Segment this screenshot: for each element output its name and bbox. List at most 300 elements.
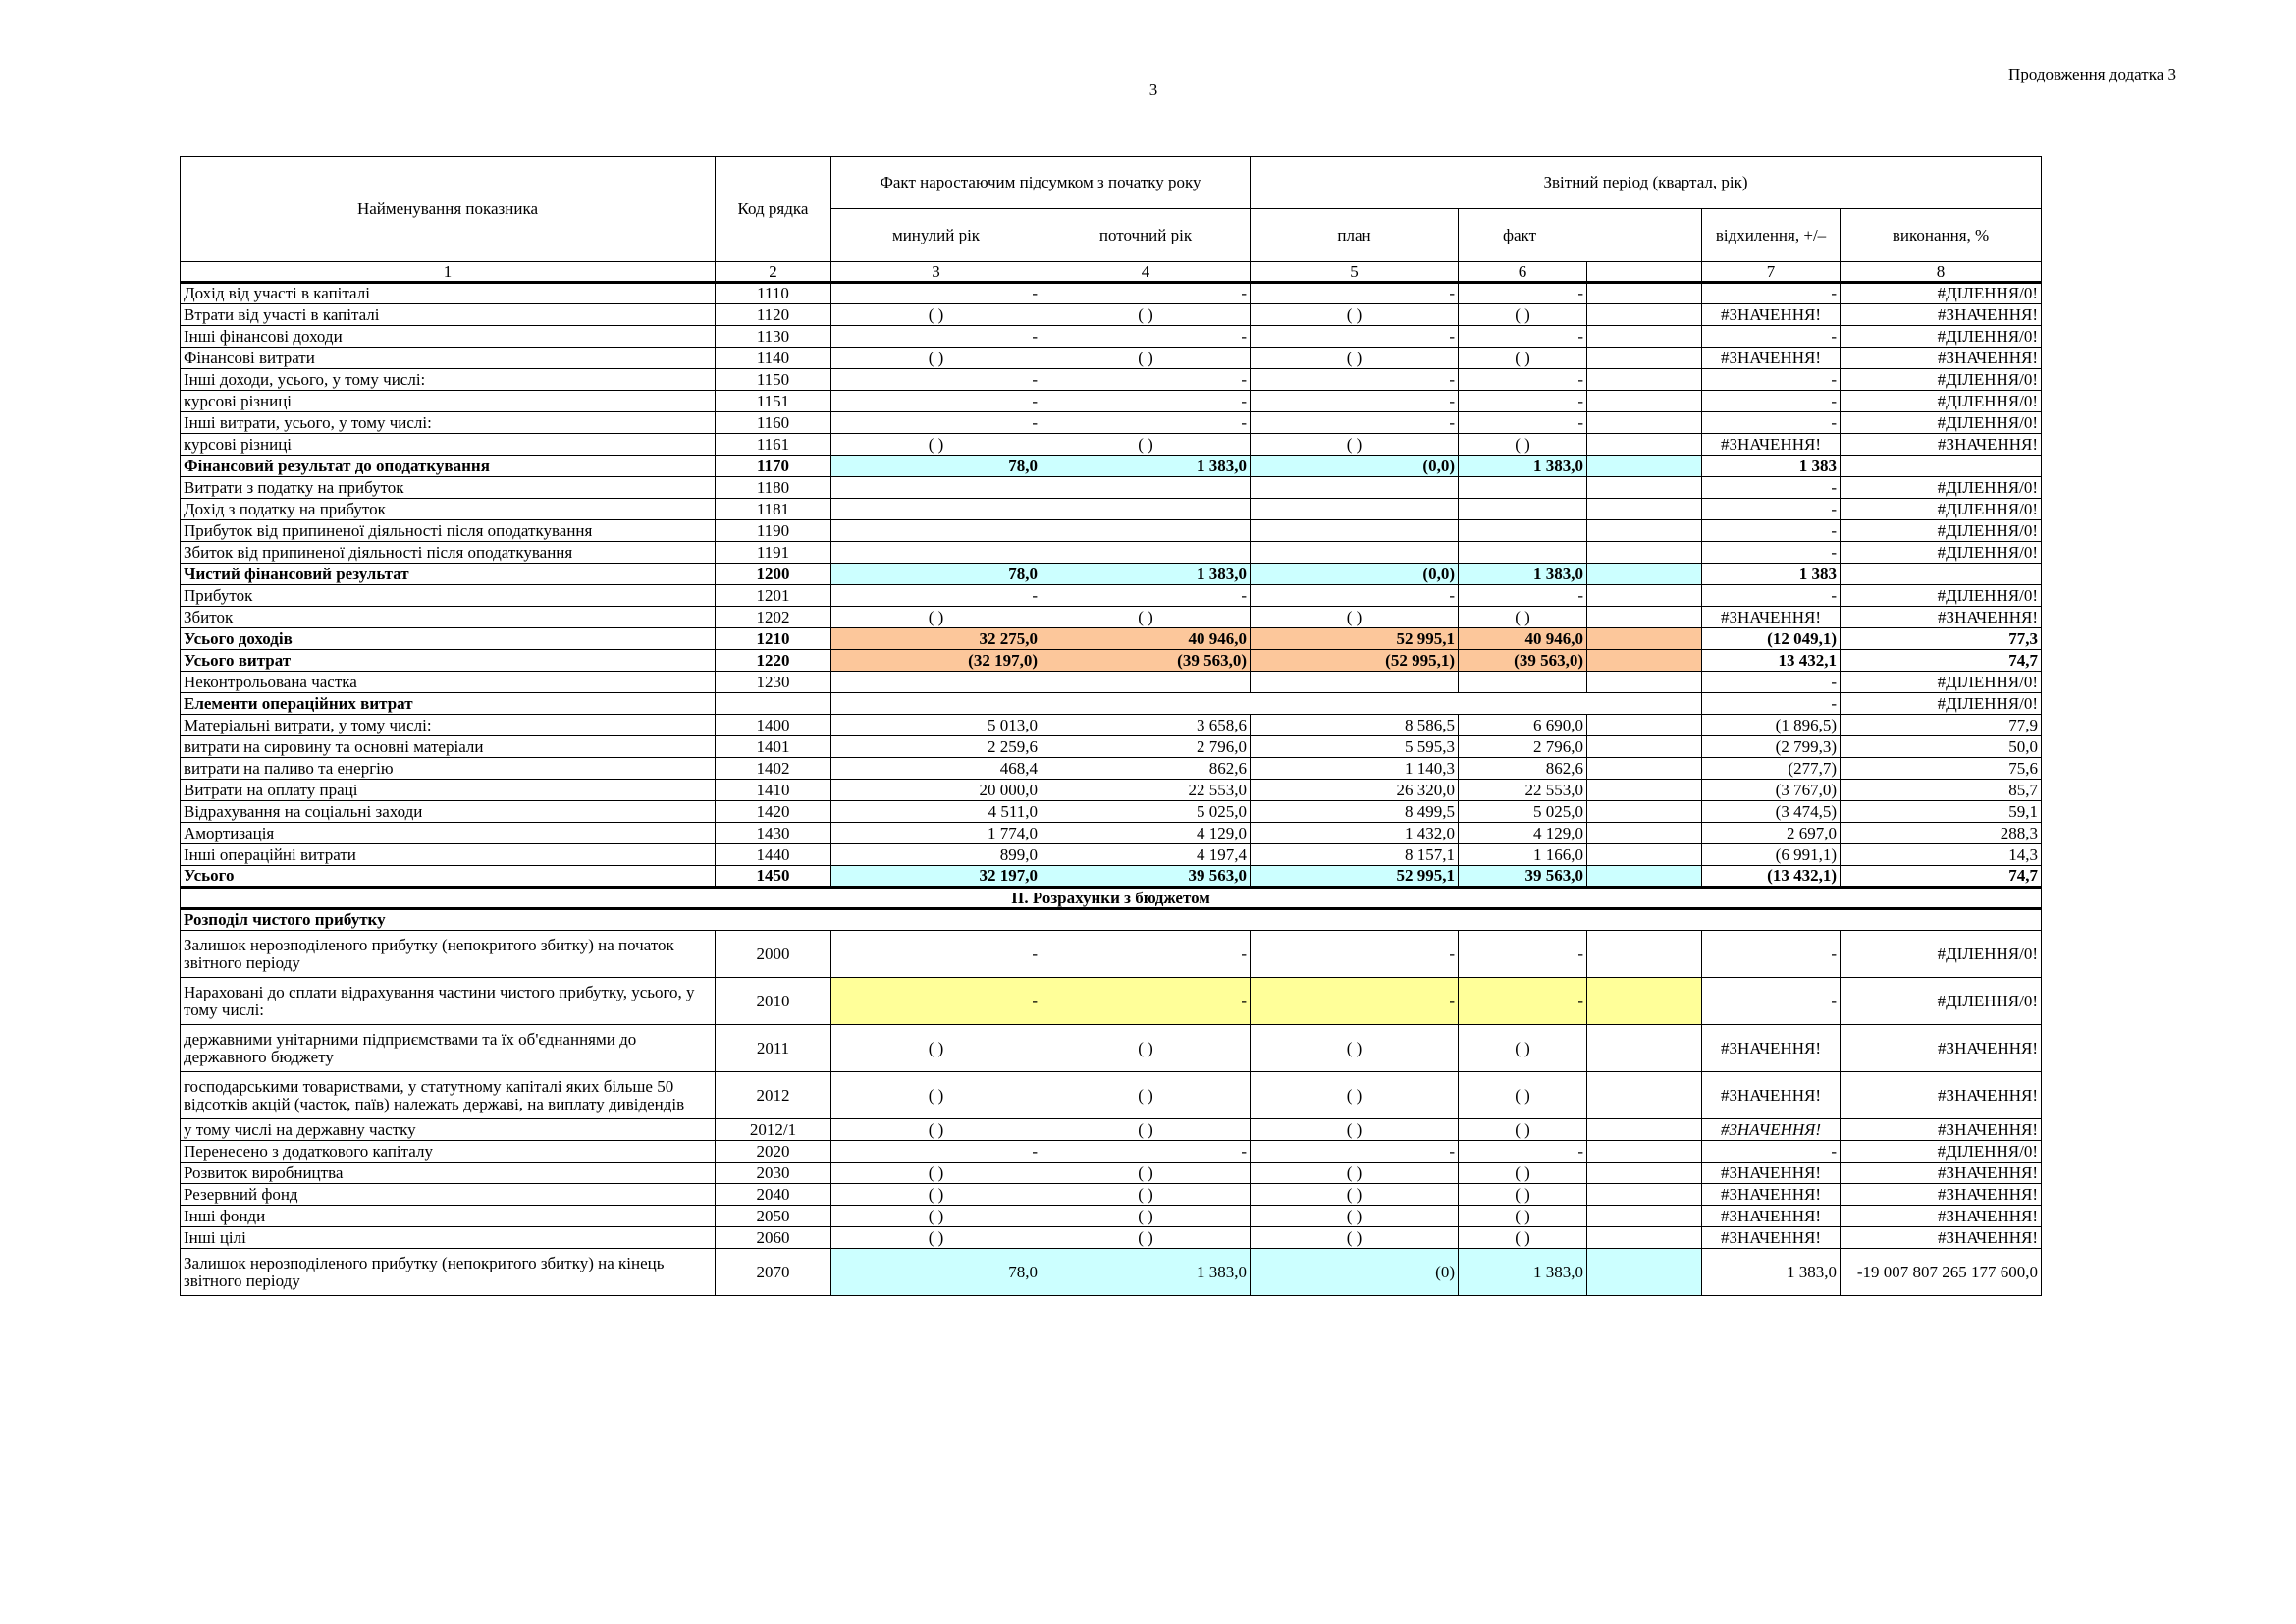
plan-value: ( )	[1251, 1206, 1459, 1227]
extra-value	[1587, 1141, 1702, 1163]
deviation-value: 2 697,0	[1702, 823, 1841, 844]
plan-value: ( )	[1251, 1163, 1459, 1184]
col-header-name: Найменування показника	[181, 157, 716, 262]
row-name: витрати на сировину та основні матеріали	[181, 736, 716, 758]
fact-value: -	[1459, 585, 1587, 607]
cur-year-value	[1041, 672, 1251, 693]
cur-year-value: 5 025,0	[1041, 801, 1251, 823]
deviation-value: (3 767,0)	[1702, 780, 1841, 801]
row-code: 2050	[716, 1206, 831, 1227]
execution-value: #ЗНАЧЕННЯ!	[1841, 434, 2042, 456]
fact-value: 1 166,0	[1459, 844, 1587, 866]
prev-year-value: 2 259,6	[831, 736, 1041, 758]
row-name: курсові різниці	[181, 391, 716, 412]
prev-year-value: 78,0	[831, 456, 1041, 477]
plan-value: ( )	[1251, 348, 1459, 369]
prev-year-value: ( )	[831, 434, 1041, 456]
prev-year-value: 5 013,0	[831, 715, 1041, 736]
fact-value	[1459, 499, 1587, 520]
col-header-group-fact: Факт наростаючим підсумком з початку року	[831, 157, 1251, 209]
cur-year-value	[1041, 520, 1251, 542]
plan-value: ( )	[1251, 1025, 1459, 1072]
row-code: 1440	[716, 844, 831, 866]
fact-value	[1459, 520, 1587, 542]
extra-value	[1587, 1072, 1702, 1119]
execution-value: #ДІЛЕННЯ/0!	[1841, 1141, 2042, 1163]
prev-year-value	[831, 477, 1041, 499]
cur-year-value: 1 383,0	[1041, 456, 1251, 477]
execution-value: #ЗНАЧЕННЯ!	[1841, 304, 2042, 326]
table-row	[181, 1025, 2042, 1072]
deviation-value: (3 474,5)	[1702, 801, 1841, 823]
execution-value: #ЗНАЧЕННЯ!	[1841, 1025, 2042, 1072]
row-name: Прибуток від припиненої діяльності після оподаткування	[181, 520, 716, 542]
row-code: 1191	[716, 542, 831, 564]
plan-value: -	[1251, 1141, 1459, 1163]
row-code: 2030	[716, 1163, 831, 1184]
table-row	[181, 1163, 2042, 1184]
execution-value: #ДІЛЕННЯ/0!	[1841, 391, 2042, 412]
execution-value: 74,7	[1841, 866, 2042, 888]
row-name: витрати на паливо та енергію	[181, 758, 716, 780]
extra-value	[1587, 866, 1702, 888]
row-code: 2070	[716, 1249, 831, 1296]
plan-value: ( )	[1251, 434, 1459, 456]
cur-year-value: 4 197,4	[1041, 844, 1251, 866]
row-name: у тому числі на державну частку	[181, 1119, 716, 1141]
table-row	[181, 585, 2042, 607]
extra-value	[1587, 304, 1702, 326]
plan-value: ( )	[1251, 1072, 1459, 1119]
table-row	[181, 520, 2042, 542]
plan-value: -	[1251, 283, 1459, 304]
appendix-note: Продовження додатка 3	[2008, 65, 2176, 83]
table-row	[181, 801, 2042, 823]
row-code: 1202	[716, 607, 831, 628]
plan-value	[1251, 672, 1459, 693]
prev-year-value: ( )	[831, 1227, 1041, 1249]
table-row	[181, 1072, 2042, 1119]
deviation-value: (6 991,1)	[1702, 844, 1841, 866]
row-name: Матеріальні витрати, у тому числі:	[181, 715, 716, 736]
extra-value	[1587, 477, 1702, 499]
col-num-6: 6	[1459, 262, 1587, 283]
fact-value: ( )	[1459, 1119, 1587, 1141]
fact-value: -	[1459, 978, 1587, 1025]
deviation-value: #ЗНАЧЕННЯ!	[1702, 1206, 1841, 1227]
fact-value: -	[1459, 1141, 1587, 1163]
table-row	[181, 1227, 2042, 1249]
cur-year-value: ( )	[1041, 434, 1251, 456]
row-name: Неконтрольована частка	[181, 672, 716, 693]
deviation-value: #ЗНАЧЕННЯ!	[1702, 1119, 1841, 1141]
cur-year-value: -	[1041, 1141, 1251, 1163]
cur-year-value: -	[1041, 412, 1251, 434]
deviation-value: -	[1702, 369, 1841, 391]
table-row	[181, 369, 2042, 391]
row-name: Втрати від участі в капіталі	[181, 304, 716, 326]
fact-value: ( )	[1459, 1072, 1587, 1119]
plan-value: ( )	[1251, 1227, 1459, 1249]
col-header-code: Код рядка	[716, 157, 831, 262]
row-code: 1161	[716, 434, 831, 456]
row-code: 1420	[716, 801, 831, 823]
extra-value	[1587, 412, 1702, 434]
execution-value: 14,3	[1841, 844, 2042, 866]
prev-year-value: 20 000,0	[831, 780, 1041, 801]
prev-year-value: ( )	[831, 1119, 1041, 1141]
prev-year-value: 4 511,0	[831, 801, 1041, 823]
row-name: Інші фонди	[181, 1206, 716, 1227]
extra-value	[1587, 283, 1702, 304]
plan-value: -	[1251, 931, 1459, 978]
execution-value: -19 007 807 265 177 600,0	[1841, 1249, 2042, 1296]
prev-year-value: -	[831, 412, 1041, 434]
row-code: 2000	[716, 931, 831, 978]
cur-year-value: 1 383,0	[1041, 564, 1251, 585]
execution-value: #ДІЛЕННЯ/0!	[1841, 369, 2042, 391]
fact-value: 22 553,0	[1459, 780, 1587, 801]
execution-value: 77,9	[1841, 715, 2042, 736]
plan-value: (52 995,1)	[1251, 650, 1459, 672]
table-row	[181, 607, 2042, 628]
row-code: 1150	[716, 369, 831, 391]
col-header-prev-year: минулий рік	[831, 209, 1041, 262]
plan-value: 8 157,1	[1251, 844, 1459, 866]
execution-value: #ЗНАЧЕННЯ!	[1841, 1206, 2042, 1227]
financial-report-table	[180, 156, 2042, 1296]
row-code: 1110	[716, 283, 831, 304]
prev-year-value: 32 197,0	[831, 866, 1041, 888]
col-num-3: 3	[831, 262, 1041, 283]
row-code: 1401	[716, 736, 831, 758]
cur-year-value: 40 946,0	[1041, 628, 1251, 650]
deviation-value: -	[1702, 585, 1841, 607]
execution-value: #ДІЛЕННЯ/0!	[1841, 499, 2042, 520]
plan-value	[1251, 542, 1459, 564]
deviation-value: 1 383,0	[1702, 1249, 1841, 1296]
execution-value: #ЗНАЧЕННЯ!	[1841, 1119, 2042, 1141]
deviation-value: -	[1702, 477, 1841, 499]
prev-year-value: -	[831, 931, 1041, 978]
extra-value	[1587, 758, 1702, 780]
row-name: державними унітарними підприємствами та їх об'єднаннями до державного бюджету	[181, 1025, 716, 1072]
extra-value	[1587, 736, 1702, 758]
row-name: Інші доходи, усього, у тому числі:	[181, 369, 716, 391]
prev-year-value	[831, 672, 1041, 693]
row-code: 1410	[716, 780, 831, 801]
execution-value: #ДІЛЕННЯ/0!	[1841, 931, 2042, 978]
row-code: 1402	[716, 758, 831, 780]
plan-value: -	[1251, 412, 1459, 434]
prev-year-value: -	[831, 369, 1041, 391]
execution-value: 74,7	[1841, 650, 2042, 672]
execution-value: #ДІЛЕННЯ/0!	[1841, 412, 2042, 434]
fact-value: ( )	[1459, 1163, 1587, 1184]
fact-value: 40 946,0	[1459, 628, 1587, 650]
extra-value	[1587, 1119, 1702, 1141]
cur-year-value: 2 796,0	[1041, 736, 1251, 758]
fact-value: 2 796,0	[1459, 736, 1587, 758]
fact-value	[1459, 693, 1587, 715]
prev-year-value: ( )	[831, 607, 1041, 628]
table-row	[181, 1141, 2042, 1163]
extra-value	[1587, 693, 1702, 715]
cur-year-value: ( )	[1041, 1206, 1251, 1227]
fact-value: ( )	[1459, 1184, 1587, 1206]
row-code: 1210	[716, 628, 831, 650]
table-row	[181, 780, 2042, 801]
fact-value: ( )	[1459, 304, 1587, 326]
cur-year-value: ( )	[1041, 1163, 1251, 1184]
extra-value	[1587, 780, 1702, 801]
deviation-value: #ЗНАЧЕННЯ!	[1702, 1072, 1841, 1119]
plan-value: ( )	[1251, 1184, 1459, 1206]
table-row	[181, 564, 2042, 585]
row-code: 2012/1	[716, 1119, 831, 1141]
table-row	[181, 736, 2042, 758]
extra-value	[1587, 1025, 1702, 1072]
row-code: 1181	[716, 499, 831, 520]
deviation-value: #ЗНАЧЕННЯ!	[1702, 434, 1841, 456]
prev-year-value: -	[831, 1141, 1041, 1163]
section-subtitle-row	[181, 909, 2042, 931]
fact-value: 1 383,0	[1459, 1249, 1587, 1296]
fact-value: -	[1459, 283, 1587, 304]
fact-value	[1459, 672, 1587, 693]
deviation-value: 1 383	[1702, 456, 1841, 477]
plan-value: -	[1251, 978, 1459, 1025]
execution-value: #ДІЛЕННЯ/0!	[1841, 693, 2042, 715]
table-row	[181, 866, 2042, 888]
deviation-value: #ЗНАЧЕННЯ!	[1702, 1025, 1841, 1072]
cur-year-value: -	[1041, 931, 1251, 978]
table-row	[181, 844, 2042, 866]
extra-value	[1587, 607, 1702, 628]
plan-value: 1 432,0	[1251, 823, 1459, 844]
prev-year-value: -	[831, 283, 1041, 304]
cur-year-value: (39 563,0)	[1041, 650, 1251, 672]
cur-year-value: 3 658,6	[1041, 715, 1251, 736]
deviation-value: -	[1702, 283, 1841, 304]
row-name: Збиток від припиненої діяльності після оподаткування	[181, 542, 716, 564]
fact-value: ( )	[1459, 348, 1587, 369]
row-code: 2011	[716, 1025, 831, 1072]
cur-year-value: -	[1041, 369, 1251, 391]
execution-value: 77,3	[1841, 628, 2042, 650]
row-name: Усього витрат	[181, 650, 716, 672]
deviation-value: -	[1702, 499, 1841, 520]
row-name: Витрати на оплату праці	[181, 780, 716, 801]
plan-value	[1251, 520, 1459, 542]
fact-value: -	[1459, 369, 1587, 391]
row-code: 2060	[716, 1227, 831, 1249]
cur-year-value: ( )	[1041, 1184, 1251, 1206]
fact-value: 1 383,0	[1459, 564, 1587, 585]
cur-year-value: 1 383,0	[1041, 1249, 1251, 1296]
plan-value: 8 586,5	[1251, 715, 1459, 736]
cur-year-value: ( )	[1041, 304, 1251, 326]
fact-value: 862,6	[1459, 758, 1587, 780]
fact-value: 4 129,0	[1459, 823, 1587, 844]
table-row	[181, 823, 2042, 844]
table-row	[181, 326, 2042, 348]
cur-year-value	[1041, 693, 1251, 715]
col-header-fact: факт	[1459, 209, 1702, 262]
row-name: Дохід від участі в капіталі	[181, 283, 716, 304]
fact-value: 39 563,0	[1459, 866, 1587, 888]
prev-year-value: 899,0	[831, 844, 1041, 866]
prev-year-value: -	[831, 391, 1041, 412]
extra-value	[1587, 1249, 1702, 1296]
deviation-value: -	[1702, 1141, 1841, 1163]
table-row	[181, 1184, 2042, 1206]
plan-value: 26 320,0	[1251, 780, 1459, 801]
plan-value: 5 595,3	[1251, 736, 1459, 758]
deviation-value: #ЗНАЧЕННЯ!	[1702, 1184, 1841, 1206]
col-num-8: 8	[1841, 262, 2042, 283]
page-number: 3	[1148, 81, 1158, 99]
execution-value: 59,1	[1841, 801, 2042, 823]
cur-year-value: -	[1041, 391, 1251, 412]
extra-value	[1587, 1227, 1702, 1249]
row-name: Дохід з податку на прибуток	[181, 499, 716, 520]
row-name: Нараховані до сплати відрахування частини чистого прибутку, усього, у тому числі:	[181, 978, 716, 1025]
deviation-value: (13 432,1)	[1702, 866, 1841, 888]
table-row	[181, 456, 2042, 477]
deviation-value: (12 049,1)	[1702, 628, 1841, 650]
deviation-value: (2 799,3)	[1702, 736, 1841, 758]
row-code: 1400	[716, 715, 831, 736]
extra-value	[1587, 369, 1702, 391]
prev-year-value: ( )	[831, 304, 1041, 326]
deviation-value: (277,7)	[1702, 758, 1841, 780]
table-row	[181, 978, 2042, 1025]
extra-value	[1587, 542, 1702, 564]
table-row	[181, 650, 2042, 672]
extra-value	[1587, 1184, 1702, 1206]
col-header-group-period: Звітний період (квартал, рік)	[1251, 157, 2042, 209]
extra-value	[1587, 348, 1702, 369]
execution-value	[1841, 564, 2042, 585]
prev-year-value: 78,0	[831, 1249, 1041, 1296]
fact-value: -	[1459, 326, 1587, 348]
col-header-execution: виконання, %	[1841, 209, 2042, 262]
prev-year-value	[831, 520, 1041, 542]
extra-value	[1587, 585, 1702, 607]
row-code: 2012	[716, 1072, 831, 1119]
fact-value: ( )	[1459, 1227, 1587, 1249]
row-name: Відрахування на соціальні заходи	[181, 801, 716, 823]
prev-year-value: 78,0	[831, 564, 1041, 585]
execution-value: #ЗНАЧЕННЯ!	[1841, 607, 2042, 628]
row-code: 1200	[716, 564, 831, 585]
extra-value	[1587, 391, 1702, 412]
row-name: господарськими товариствами, у статутному капіталі яких більше 50 відсотків акцій (часток, паїв) належать державі, на виплату дивідендів	[181, 1072, 716, 1119]
table-row	[181, 758, 2042, 780]
prev-year-value: ( )	[831, 1163, 1041, 1184]
plan-value: (0)	[1251, 1249, 1459, 1296]
row-code: 1151	[716, 391, 831, 412]
execution-value: 85,7	[1841, 780, 2042, 801]
execution-value: 75,6	[1841, 758, 2042, 780]
deviation-value: 1 383	[1702, 564, 1841, 585]
execution-value: #ЗНАЧЕННЯ!	[1841, 1163, 2042, 1184]
fact-value: -	[1459, 931, 1587, 978]
cur-year-value: 4 129,0	[1041, 823, 1251, 844]
cur-year-value	[1041, 542, 1251, 564]
col-num-2: 2	[716, 262, 831, 283]
table-row	[181, 434, 2042, 456]
execution-value: 50,0	[1841, 736, 2042, 758]
row-code: 1140	[716, 348, 831, 369]
row-code: 2010	[716, 978, 831, 1025]
table-row	[181, 931, 2042, 978]
extra-value	[1587, 931, 1702, 978]
deviation-value: 13 432,1	[1702, 650, 1841, 672]
deviation-value: -	[1702, 391, 1841, 412]
cur-year-value: ( )	[1041, 1227, 1251, 1249]
execution-value: #ЗНАЧЕННЯ!	[1841, 1227, 2042, 1249]
extra-value	[1587, 456, 1702, 477]
deviation-value: #ЗНАЧЕННЯ!	[1702, 607, 1841, 628]
deviation-value: -	[1702, 978, 1841, 1025]
table-row	[181, 283, 2042, 304]
plan-value: 52 995,1	[1251, 628, 1459, 650]
col-num-1: 1	[181, 262, 716, 283]
deviation-value: #ЗНАЧЕННЯ!	[1702, 1163, 1841, 1184]
fact-value: 5 025,0	[1459, 801, 1587, 823]
extra-value	[1587, 564, 1702, 585]
row-name: Залишок нерозподіленого прибутку (непокритого збитку) на початок звітного періоду	[181, 931, 716, 978]
section-subtitle: Розподіл чистого прибутку	[181, 909, 2042, 931]
cur-year-value: 862,6	[1041, 758, 1251, 780]
cur-year-value: -	[1041, 326, 1251, 348]
row-name: Витрати з податку на прибуток	[181, 477, 716, 499]
row-name: Інші витрати, усього, у тому числі:	[181, 412, 716, 434]
fact-value	[1459, 542, 1587, 564]
prev-year-value: -	[831, 585, 1041, 607]
plan-value: -	[1251, 585, 1459, 607]
extra-value	[1587, 978, 1702, 1025]
fact-value: -	[1459, 412, 1587, 434]
row-code: 1190	[716, 520, 831, 542]
cur-year-value: ( )	[1041, 1119, 1251, 1141]
prev-year-value: ( )	[831, 1072, 1041, 1119]
extra-value	[1587, 326, 1702, 348]
row-name: Елементи операційних витрат	[181, 693, 716, 715]
prev-year-value: ( )	[831, 1025, 1041, 1072]
plan-value: 8 499,5	[1251, 801, 1459, 823]
fact-value: 6 690,0	[1459, 715, 1587, 736]
row-name: Усього доходів	[181, 628, 716, 650]
table-row	[181, 391, 2042, 412]
deviation-value: -	[1702, 412, 1841, 434]
plan-value: (0,0)	[1251, 456, 1459, 477]
row-name: Амортизація	[181, 823, 716, 844]
extra-value	[1587, 628, 1702, 650]
execution-value: #ДІЛЕННЯ/0!	[1841, 326, 2042, 348]
cur-year-value: -	[1041, 585, 1251, 607]
deviation-value: -	[1702, 326, 1841, 348]
row-code: 1180	[716, 477, 831, 499]
deviation-value: -	[1702, 520, 1841, 542]
fact-value: ( )	[1459, 1025, 1587, 1072]
prev-year-value: ( )	[831, 1184, 1041, 1206]
prev-year-value: 1 774,0	[831, 823, 1041, 844]
col-header-deviation: відхилення, +/–	[1702, 209, 1841, 262]
row-name: Інші фінансові доходи	[181, 326, 716, 348]
